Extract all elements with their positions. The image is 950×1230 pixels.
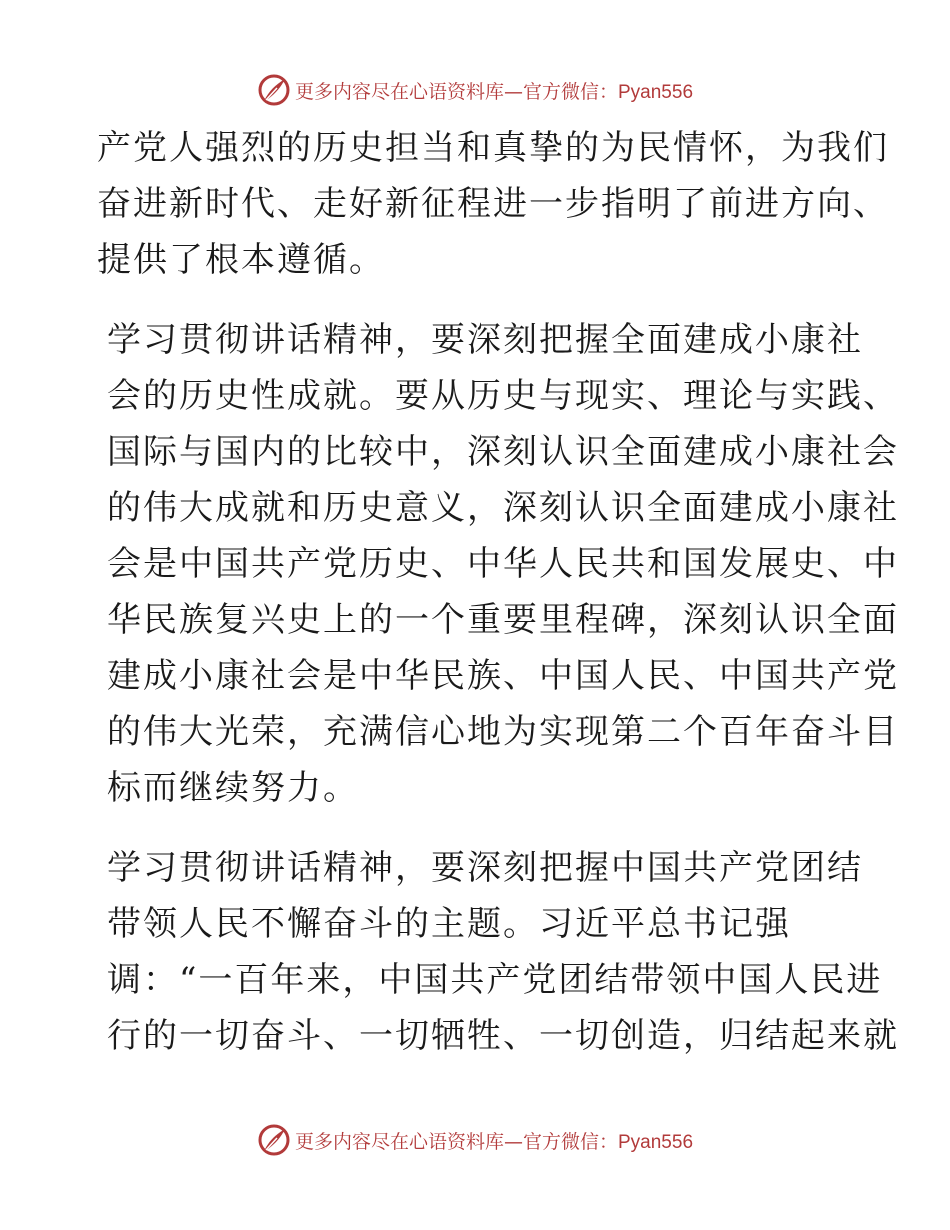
quill-logo-icon	[257, 73, 291, 107]
text-line: 标而继续努力。	[107, 768, 359, 808]
paragraph	[97, 840, 899, 1064]
text-line: 会是中国共产党历史、中华人民共和国发展史、中	[107, 544, 899, 584]
text-line: 提供了根本遵循。	[97, 240, 385, 280]
banner-slogan: 更多内容尽在心语资料库—官方微信：	[294, 1130, 618, 1153]
document-body	[97, 120, 899, 1088]
banner-text	[295, 1127, 693, 1154]
banner-account: Pyan556	[618, 1131, 694, 1153]
text-line: 的伟大成就和历史意义，深刻认识全面建成小康社	[107, 488, 899, 528]
header-watermark-banner	[0, 70, 950, 110]
text-line: 行的一切奋斗、一切牺牲、一切创造，归结起来就	[107, 1016, 899, 1056]
text-line: 学习贯彻讲话精神，要深刻把握中国共产党团结	[107, 848, 863, 888]
text-line: 调：“一百年来，中国共产党团结带领中国人民进	[107, 960, 883, 1000]
text-line: 奋进新时代、走好新征程进一步指明了前进方向、	[97, 184, 889, 224]
text-line: 学习贯彻讲话精神，要深刻把握全面建成小康社	[107, 320, 863, 360]
banner-text	[295, 77, 693, 104]
text-line: 产党人强烈的历史担当和真挚的为民情怀，为我们	[97, 128, 889, 168]
text-line: 带领人民不懈奋斗的主题。习近平总书记强	[107, 904, 791, 944]
banner-account: Pyan556	[618, 81, 694, 103]
text-line: 国际与国内的比较中，深刻认识全面建成小康社会	[107, 432, 899, 472]
paragraph	[97, 120, 889, 288]
footer-watermark-banner	[0, 1120, 950, 1160]
text-line: 会的历史性成就。要从历史与现实、理论与实践、	[107, 376, 899, 416]
quill-logo-icon	[257, 1123, 291, 1157]
text-line: 建成小康社会是中华民族、中国人民、中国共产党	[107, 656, 899, 696]
paragraph	[97, 312, 899, 816]
text-line: 华民族复兴史上的一个重要里程碑，深刻认识全面	[107, 600, 899, 640]
banner-slogan: 更多内容尽在心语资料库—官方微信：	[294, 80, 618, 103]
text-line: 的伟大光荣，充满信心地为实现第二个百年奋斗目	[107, 712, 899, 752]
